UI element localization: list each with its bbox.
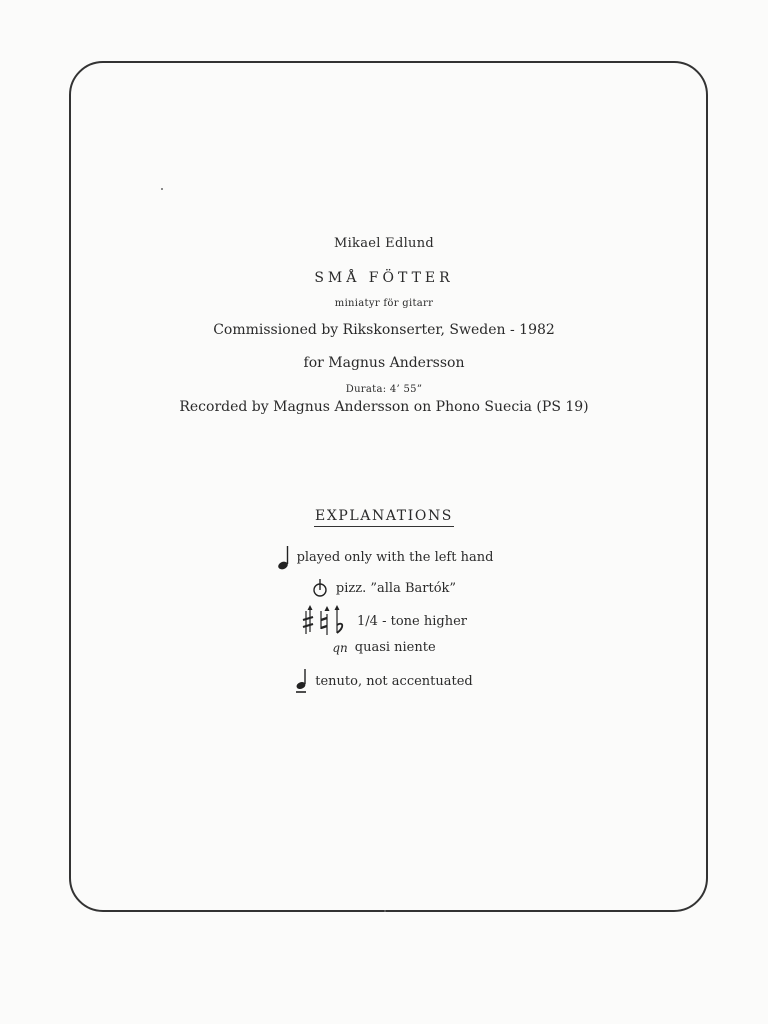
explanation-item-quarter-tone: [0, 605, 768, 637]
explanations-heading-text: EXPLANATIONS: [314, 508, 454, 527]
explanation-item-left-hand: [0, 543, 768, 571]
explanations-heading: [0, 508, 768, 527]
explanation-text: played only with the left hand: [296, 549, 494, 565]
composer-name: Mikael Edlund: [333, 236, 435, 251]
explanation-item-pizz: [0, 578, 768, 598]
explanation-item-quasi-niente: [0, 640, 768, 655]
work-title: SMÅ FÖTTER: [314, 270, 454, 286]
paper-speck: [384, 910, 386, 912]
explanation-text: 1/4 - tone higher: [357, 613, 467, 629]
work-subtitle: miniatyr för gitarr: [334, 298, 434, 309]
commission-line: Commissioned by Rikskonserter, Sweden - 1982: [213, 322, 555, 338]
recording-line: Recorded by Magnus Andersson on Phono Suecia (PS 19): [179, 399, 589, 415]
duration-line: Durata: 4’ 55”: [345, 384, 423, 395]
explanation-text: quasi niente: [354, 640, 436, 655]
paper-speck: [161, 188, 163, 190]
explanation-item-tenuto: [0, 667, 768, 695]
quarter-tone-up-accidentals-icon: [301, 605, 347, 637]
left-hand-note-icon: [275, 543, 289, 571]
pizz-bartok-icon: [312, 578, 328, 598]
explanation-text: pizz. ”alla Bartók”: [335, 580, 457, 596]
qn-symbol: qn: [332, 640, 348, 655]
dedication-line: for Magnus Andersson: [303, 355, 465, 371]
page-frame: [69, 61, 708, 912]
explanation-text: tenuto, not accentuated: [315, 673, 473, 689]
tenuto-note-icon: [295, 667, 307, 695]
